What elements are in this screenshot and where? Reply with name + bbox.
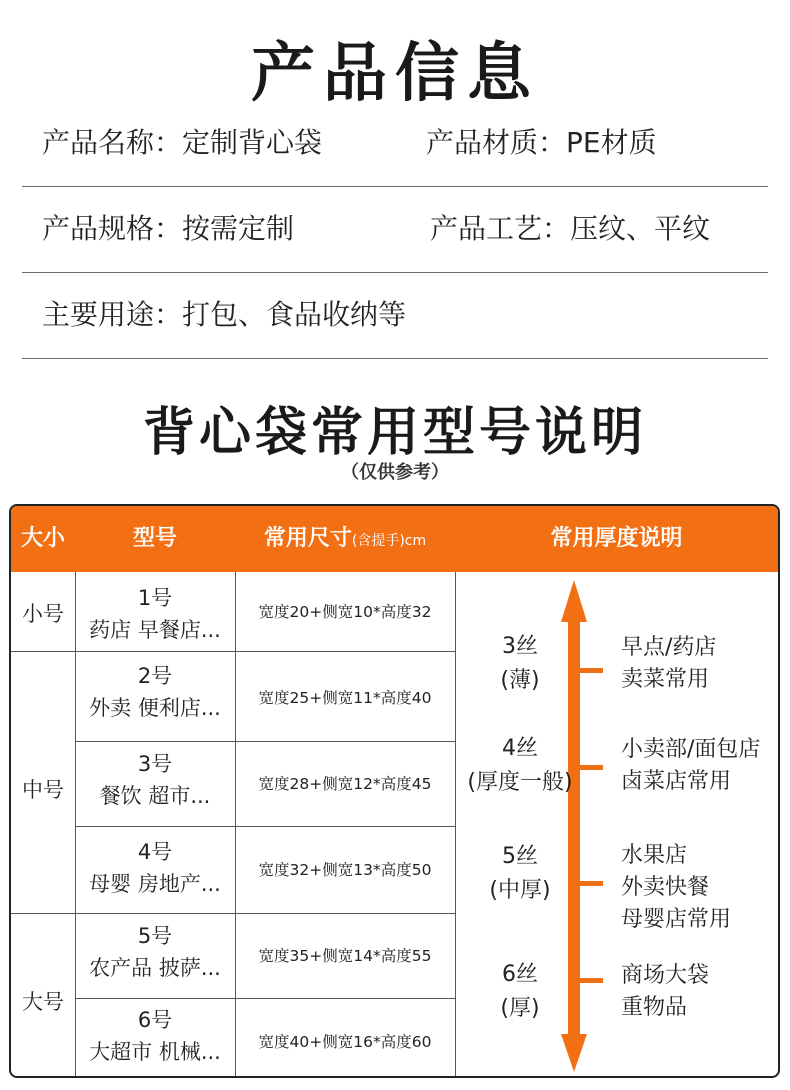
product-craft: 产品工艺：压纹、平纹 bbox=[430, 212, 711, 245]
table-row-dims-1: 宽度20+侧宽10*高度32 bbox=[258, 603, 432, 621]
info-row-2 bbox=[22, 186, 768, 273]
divider bbox=[75, 998, 455, 999]
thickness-3: 3丝 (薄) bbox=[500, 634, 540, 693]
usage-3: 早点/药店 卖菜常用 bbox=[621, 635, 717, 692]
divider bbox=[75, 826, 455, 827]
table-row-model-1: 1号 药店 早餐店... bbox=[89, 586, 221, 642]
info-row-3 bbox=[22, 272, 768, 359]
usage-6: 商场大袋 重物品 bbox=[621, 963, 710, 1020]
table-row-dims-2: 宽度25+侧宽11*高度40 bbox=[258, 689, 432, 707]
usage-4: 小卖部/面包店 卤菜店常用 bbox=[621, 737, 761, 794]
table-row-model-4: 4号 母婴 房地产... bbox=[89, 840, 221, 896]
divider bbox=[11, 651, 455, 652]
table-row-model-6: 6号 大超市 机械... bbox=[89, 1008, 221, 1064]
header-model: 型号 bbox=[75, 506, 235, 572]
product-name: 产品名称：定制背心袋 bbox=[42, 126, 323, 159]
table-row-dims-6: 宽度40+侧宽16*高度60 bbox=[258, 1033, 432, 1051]
divider bbox=[11, 913, 455, 914]
thickness-4: 4丝 (厚度一般) bbox=[467, 736, 573, 795]
table-row-model-5: 5号 农产品 披萨... bbox=[89, 924, 221, 980]
table-row-model-3: 3号 餐饮 超市... bbox=[99, 752, 211, 808]
divider bbox=[235, 572, 236, 1078]
table-row-dims-5: 宽度35+侧宽14*高度55 bbox=[258, 947, 432, 965]
table-row-model-2: 2号 外卖 便利店... bbox=[89, 664, 221, 720]
header-thickness: 常用厚度说明 bbox=[455, 506, 778, 572]
section-title: 背心袋常用型号说明 bbox=[142, 403, 647, 463]
section-subtitle: （仅供参考） bbox=[341, 462, 449, 483]
model-table bbox=[9, 504, 780, 1078]
table-row-dims-4: 宽度32+侧宽13*高度50 bbox=[258, 861, 432, 879]
thickness-6: 6丝 (厚) bbox=[500, 962, 540, 1021]
thickness-5: 5丝 (中厚) bbox=[489, 844, 551, 903]
header-dims: 常用尺寸(含提手)cm bbox=[235, 506, 455, 572]
page-title: 产品信息 bbox=[251, 37, 539, 111]
product-spec: 产品规格：按需定制 bbox=[42, 212, 295, 245]
product-material: 产品材质：PE材质 bbox=[426, 126, 657, 159]
product-use: 主要用途：打包、食品收纳等 bbox=[42, 298, 407, 331]
info-row-1 bbox=[22, 100, 768, 187]
usage-5: 水果店 外卖快餐 母婴店常用 bbox=[621, 843, 732, 932]
divider bbox=[75, 572, 76, 1078]
size-large: 大号 bbox=[22, 990, 64, 1014]
table-row-dims-3: 宽度28+侧宽12*高度45 bbox=[258, 775, 432, 793]
divider bbox=[75, 741, 455, 742]
header-size: 大小 bbox=[11, 506, 75, 572]
size-small: 小号 bbox=[22, 602, 64, 626]
size-medium: 中号 bbox=[22, 778, 64, 802]
